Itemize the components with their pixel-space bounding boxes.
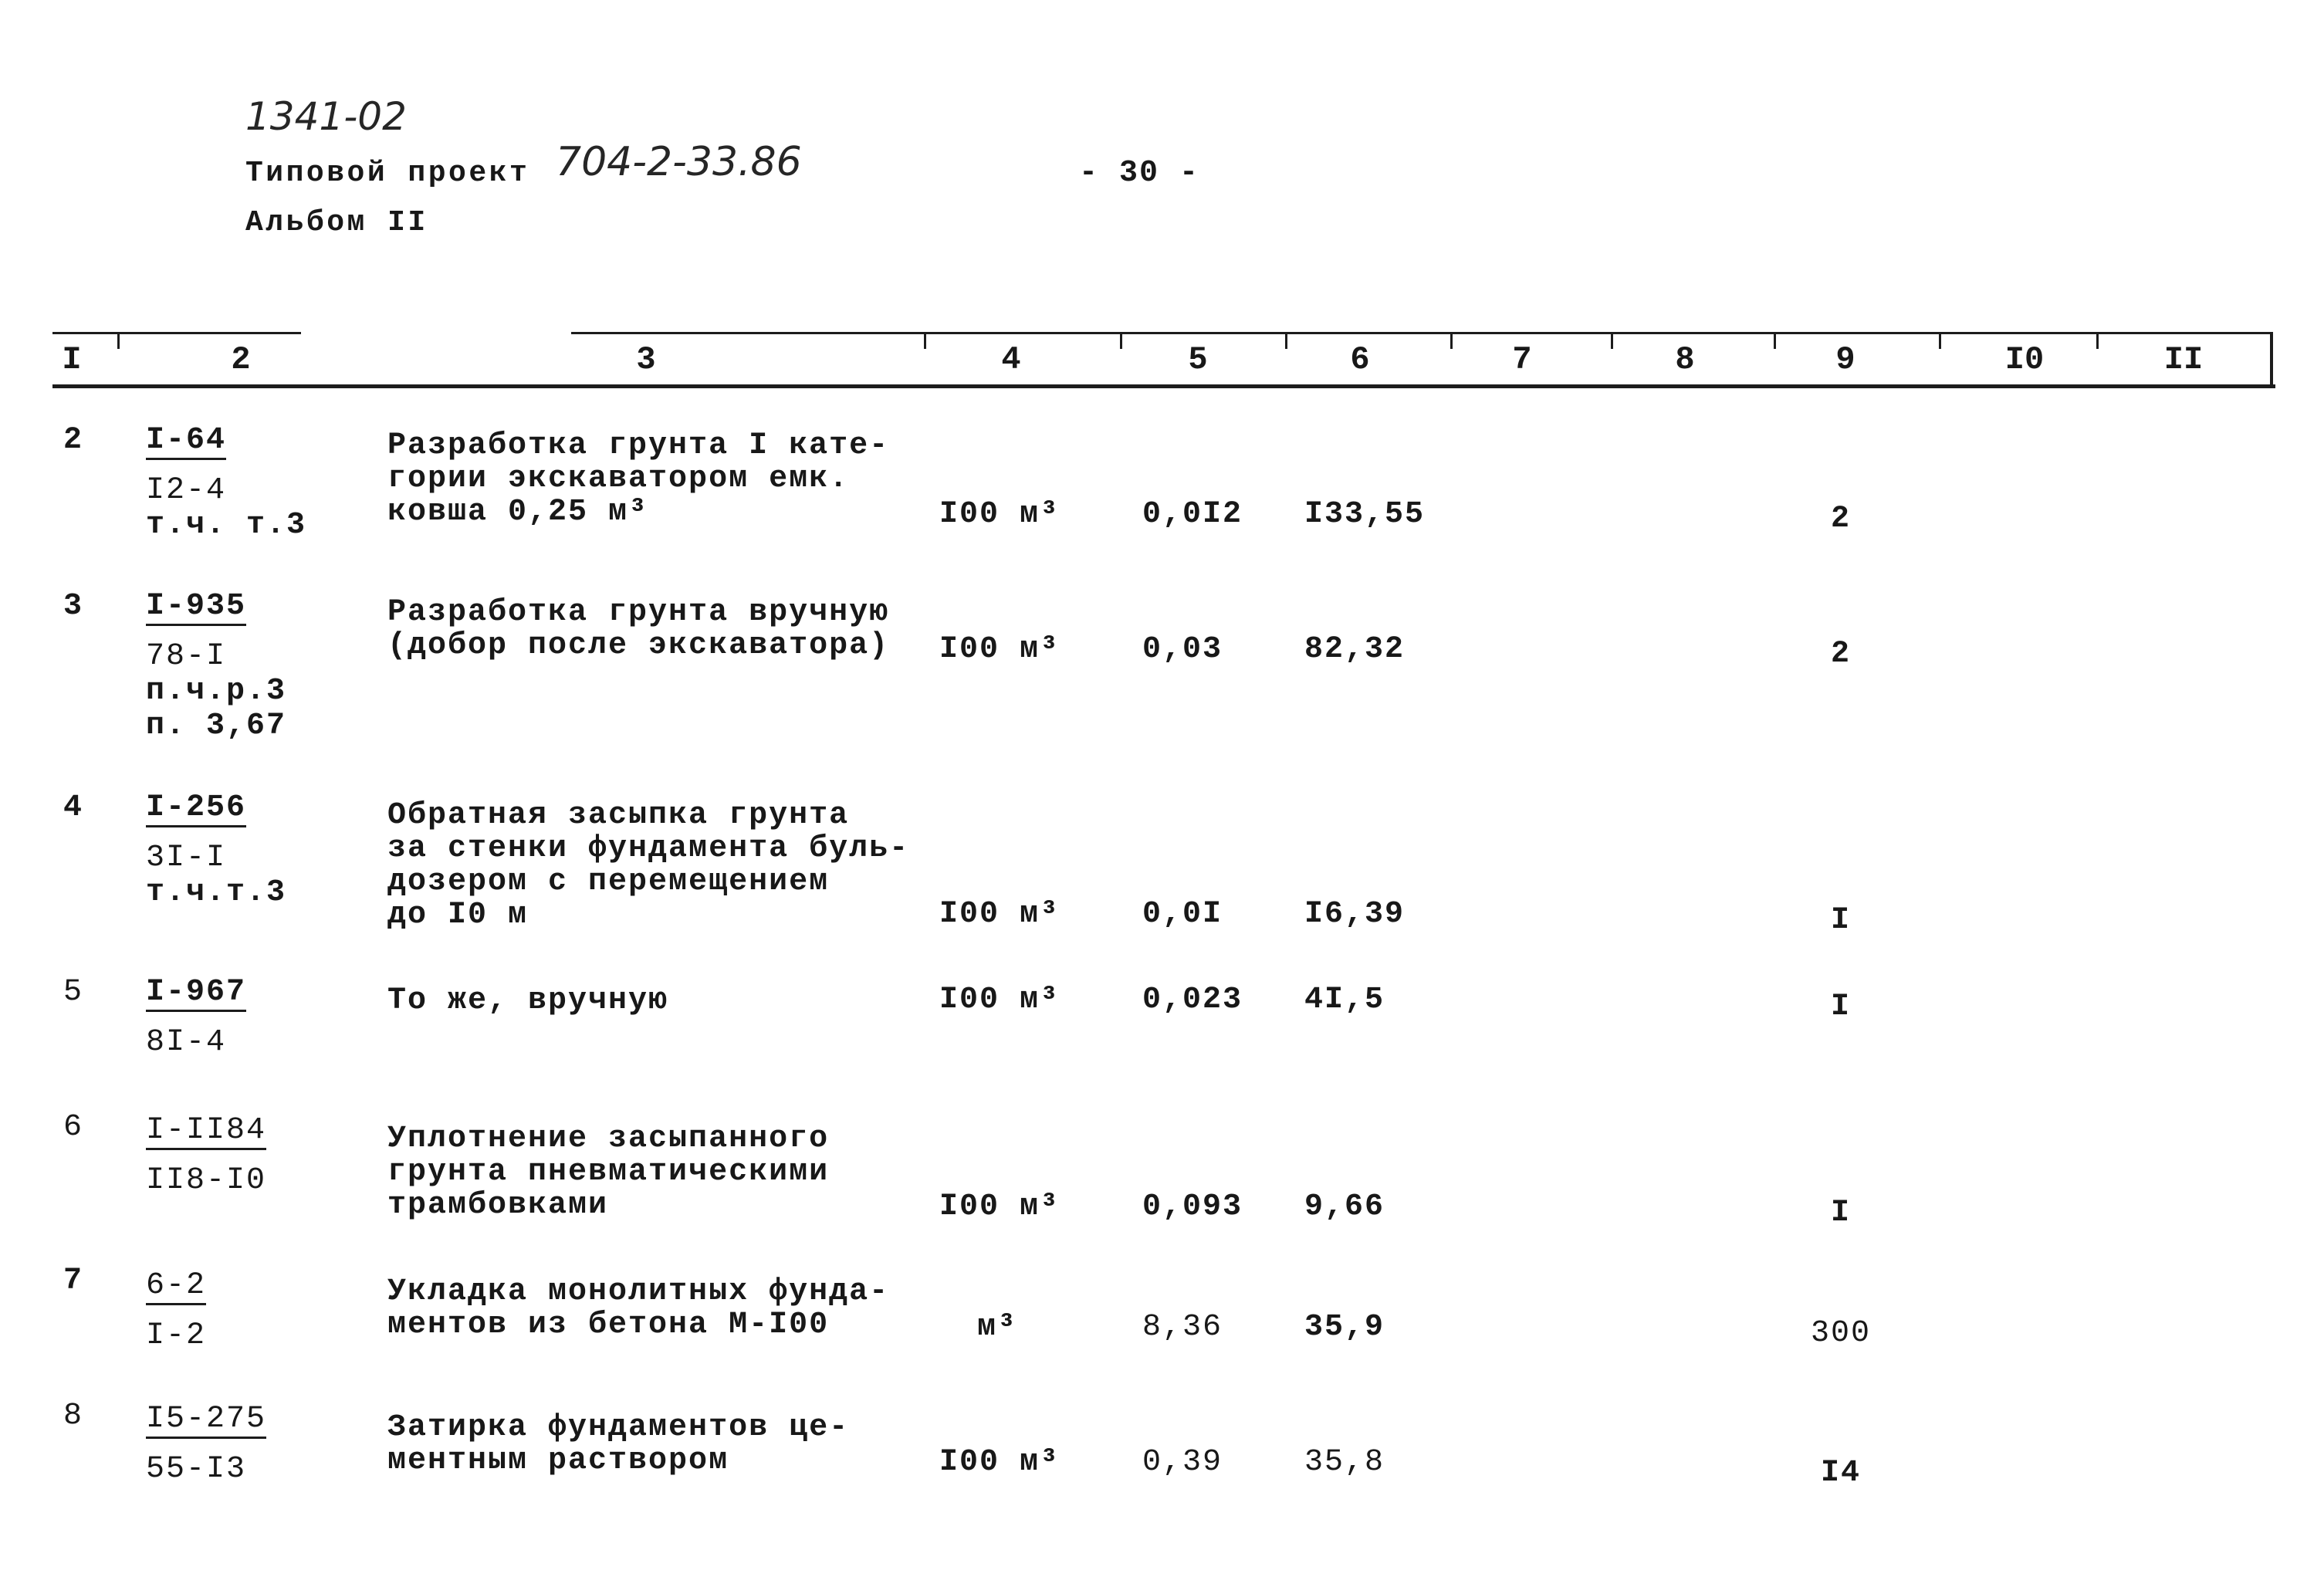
column-6-cell: 82,32 bbox=[1304, 632, 1406, 667]
column-6-cell: I6,39 bbox=[1304, 897, 1406, 932]
unit-cell: I00 м³ bbox=[939, 1190, 1061, 1224]
column-header-11: II bbox=[2163, 341, 2204, 378]
work-description bbox=[387, 429, 889, 529]
reference-code-primary: 6-2 bbox=[146, 1268, 206, 1305]
column-divider-tick bbox=[117, 332, 120, 349]
row-number: 7 bbox=[63, 1264, 84, 1298]
column-header-8: 8 bbox=[1675, 341, 1695, 378]
column-divider-tick bbox=[1450, 332, 1453, 349]
table-header-bottom-rule bbox=[52, 384, 2275, 388]
row-number: 3 bbox=[63, 589, 84, 624]
column-9-cell: 2 bbox=[1830, 502, 1851, 536]
description-line: трамбовками bbox=[387, 1188, 609, 1223]
reference-code-line: I-2 bbox=[146, 1318, 207, 1353]
description-line: Обратная засыпка грунта bbox=[387, 798, 850, 833]
column-9-cell: 2 bbox=[1830, 637, 1851, 672]
column-divider-tick bbox=[1774, 332, 1776, 349]
work-description bbox=[387, 799, 909, 932]
page-number: - 30 - bbox=[1079, 156, 1200, 191]
reference-code-line: 8I-4 bbox=[146, 1025, 227, 1060]
reference-code-primary: I-967 bbox=[146, 975, 246, 1012]
column-header-4: 4 bbox=[1001, 341, 1021, 378]
column-header-5: 5 bbox=[1188, 341, 1208, 378]
unit-cell: I00 м³ bbox=[939, 983, 1061, 1017]
quantity-cell: 0,023 bbox=[1142, 983, 1243, 1017]
description-line: до I0 м bbox=[387, 898, 529, 932]
document-number: 1341-02 bbox=[245, 94, 407, 139]
table-top-rule bbox=[52, 332, 301, 334]
column-header-10: I0 bbox=[2004, 341, 2045, 378]
column-divider-tick bbox=[2096, 332, 2099, 349]
reference-code-line: п.ч.р.3 bbox=[146, 674, 287, 709]
row-number: 6 bbox=[63, 1110, 84, 1145]
description-line: То же, вручную bbox=[387, 983, 669, 1018]
column-6-cell: 9,66 bbox=[1304, 1190, 1385, 1224]
column-header-9: 9 bbox=[1835, 341, 1855, 378]
table-row bbox=[0, 1110, 2324, 1230]
reference-code-line: I2-4 bbox=[146, 473, 227, 508]
reference-code-primary: I-256 bbox=[146, 790, 246, 827]
table-row bbox=[0, 589, 2324, 743]
description-line: Разработка грунта I кате- bbox=[387, 428, 890, 463]
reference-code-primary: I5-275 bbox=[146, 1402, 266, 1439]
album-label: Альбом II bbox=[245, 206, 428, 239]
reference-code-primary: I-935 bbox=[146, 589, 246, 626]
column-header-3: 3 bbox=[636, 341, 656, 378]
unit-cell: I00 м³ bbox=[939, 1445, 1061, 1480]
column-6-cell: 35,9 bbox=[1304, 1310, 1385, 1345]
work-description bbox=[387, 1122, 829, 1222]
description-line: ковша 0,25 м³ bbox=[387, 495, 649, 530]
row-number: 4 bbox=[63, 790, 84, 825]
description-line: Уплотнение засыпанного bbox=[387, 1122, 830, 1156]
unit-cell: м³ bbox=[977, 1310, 1018, 1345]
column-header-2: 2 bbox=[231, 341, 251, 378]
quantity-cell: 0,0I bbox=[1142, 897, 1223, 932]
description-line: Затирка фундаментов це- bbox=[387, 1410, 850, 1445]
table-row bbox=[0, 790, 2324, 938]
table-row bbox=[0, 975, 2324, 1060]
description-line: Разработка грунта вручную bbox=[387, 595, 890, 630]
reference-code bbox=[146, 790, 286, 910]
reference-code bbox=[146, 975, 246, 1060]
reference-code bbox=[146, 423, 306, 543]
quantity-cell: 8,36 bbox=[1142, 1310, 1223, 1345]
description-line: грунта пневматическими bbox=[387, 1155, 830, 1190]
column-9-cell: I bbox=[1830, 990, 1851, 1024]
project-label: Типовой проект bbox=[245, 157, 530, 190]
reference-code-line: II8-I0 bbox=[146, 1163, 267, 1198]
column-9-cell: 300 bbox=[1810, 1316, 1871, 1351]
work-description bbox=[387, 1411, 849, 1477]
description-line: гории экскаватором емк. bbox=[387, 462, 850, 496]
reference-code-line: п. 3,67 bbox=[146, 709, 287, 743]
reference-code bbox=[146, 1402, 266, 1487]
column-6-cell: 4I,5 bbox=[1304, 983, 1385, 1017]
reference-code-line: т.ч.т.3 bbox=[146, 875, 287, 910]
column-header-1: I bbox=[62, 341, 82, 378]
column-divider-tick bbox=[1939, 332, 1941, 349]
column-9-cell: I4 bbox=[1820, 1456, 1861, 1491]
column-header-6: 6 bbox=[1350, 341, 1370, 378]
quantity-cell: 0,0I2 bbox=[1142, 497, 1243, 532]
row-number: 2 bbox=[63, 423, 84, 458]
reference-code bbox=[146, 1113, 266, 1198]
table-right-border bbox=[2270, 332, 2273, 387]
unit-cell: I00 м³ bbox=[939, 632, 1061, 667]
description-line: ментов из бетона М-I00 bbox=[387, 1308, 830, 1342]
column-6-cell: 35,8 bbox=[1304, 1445, 1385, 1480]
table-row bbox=[0, 423, 2324, 543]
work-description bbox=[387, 596, 889, 662]
row-number: 5 bbox=[63, 975, 84, 1010]
reference-code-line: 55-I3 bbox=[146, 1452, 247, 1487]
description-line: (добор после экскаватора) bbox=[387, 628, 890, 663]
unit-cell: I00 м³ bbox=[939, 497, 1061, 532]
work-description bbox=[387, 984, 668, 1017]
description-line: Укладка монолитных фунда- bbox=[387, 1274, 890, 1309]
column-header-7: 7 bbox=[1512, 341, 1532, 378]
row-number: 8 bbox=[63, 1399, 84, 1433]
column-9-cell: I bbox=[1830, 903, 1851, 938]
reference-code bbox=[146, 1268, 206, 1353]
reference-code-primary: I-II84 bbox=[146, 1113, 266, 1150]
column-divider-tick bbox=[1285, 332, 1287, 349]
unit-cell: I00 м³ bbox=[939, 897, 1061, 932]
column-9-cell: I bbox=[1830, 1196, 1851, 1230]
column-divider-tick bbox=[924, 332, 926, 349]
description-line: дозером с перемещением bbox=[387, 865, 830, 899]
reference-code-line: т.ч. т.3 bbox=[146, 508, 307, 543]
quantity-cell: 0,39 bbox=[1142, 1445, 1223, 1480]
column-divider-tick bbox=[1611, 332, 1613, 349]
description-line: за стенки фундамента буль- bbox=[387, 831, 910, 866]
description-line: ментным раствором bbox=[387, 1443, 729, 1478]
work-description bbox=[387, 1275, 889, 1342]
reference-code bbox=[146, 589, 286, 743]
reference-code-primary: I-64 bbox=[146, 423, 226, 460]
column-divider-tick bbox=[1120, 332, 1122, 349]
column-6-cell: I33,55 bbox=[1304, 497, 1426, 532]
table-top-rule bbox=[571, 332, 2272, 334]
reference-code-line: 78-I bbox=[146, 639, 227, 674]
reference-code-line: 3I-I bbox=[146, 841, 227, 875]
quantity-cell: 0,093 bbox=[1142, 1190, 1243, 1224]
quantity-cell: 0,03 bbox=[1142, 632, 1223, 667]
project-number: 704-2-33.86 bbox=[556, 139, 802, 185]
